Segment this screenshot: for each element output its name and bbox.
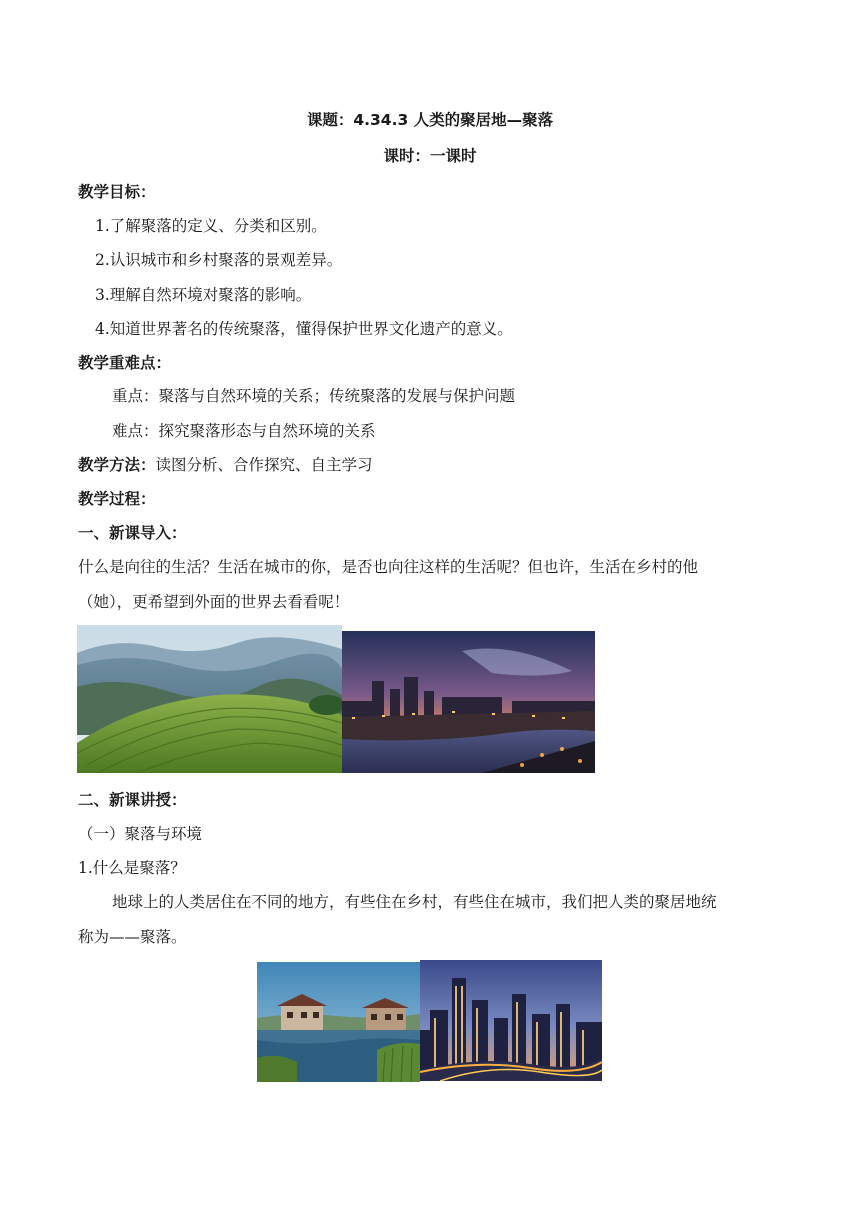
objective-item: 3.理解自然环境对聚落的影响。 (95, 286, 312, 304)
section2-question: 1.什么是聚落？ (78, 859, 186, 877)
objective-item: 1.了解聚落的定义、分类和区别。 (95, 217, 327, 235)
lesson-title: 课题：4.34.3 人类的聚居地—聚落 (306, 111, 554, 129)
key-points-heading: 教学重难点： (78, 354, 172, 372)
city-skyline-photo (420, 960, 602, 1081)
section2-heading: 二、新课讲授： (78, 791, 187, 809)
key-point-focus: 重点：聚落与自然环境的关系；传统聚落的发展与保护问题 (112, 387, 516, 405)
tea-terrace-photo (77, 625, 342, 773)
city-dusk-photo (342, 631, 595, 773)
objective-item: 2.认识城市和乡村聚落的景观差异。 (95, 251, 343, 269)
section1-heading: 一、新课导入： (78, 524, 187, 542)
section2-subheading: （一）聚落与环境 (78, 825, 203, 843)
section2-paragraph-line: 称为——聚落。 (78, 928, 187, 946)
objective-item: 4.知道世界著名的传统聚落，懂得保护世界文化遗产的意义。 (95, 320, 513, 338)
section1-paragraph-line: 什么是向往的生活？生活在城市的你，是否也向往这样的生活呢？但也许，生活在乡村的他 (78, 558, 699, 576)
methods-text: 读图分析、合作探究、自主学习 (155, 456, 373, 474)
methods-line (78, 455, 373, 475)
objectives-heading: 教学目标： (78, 183, 156, 201)
section2-paragraph-line: 地球上的人类居住在不同的地方，有些住在乡村，有些住在城市，我们把人类的聚居地统 (112, 893, 717, 911)
methods-label: 教学方法： (78, 456, 156, 474)
section1-paragraph-line: （她），更希望到外面的世界去看看呢！ (78, 593, 350, 611)
lesson-period: 课时：一课时 (383, 147, 477, 165)
process-heading: 教学过程： (78, 490, 156, 508)
village-lake-photo (257, 962, 420, 1082)
key-point-difficulty: 难点：探究聚落形态与自然环境的关系 (112, 422, 376, 440)
